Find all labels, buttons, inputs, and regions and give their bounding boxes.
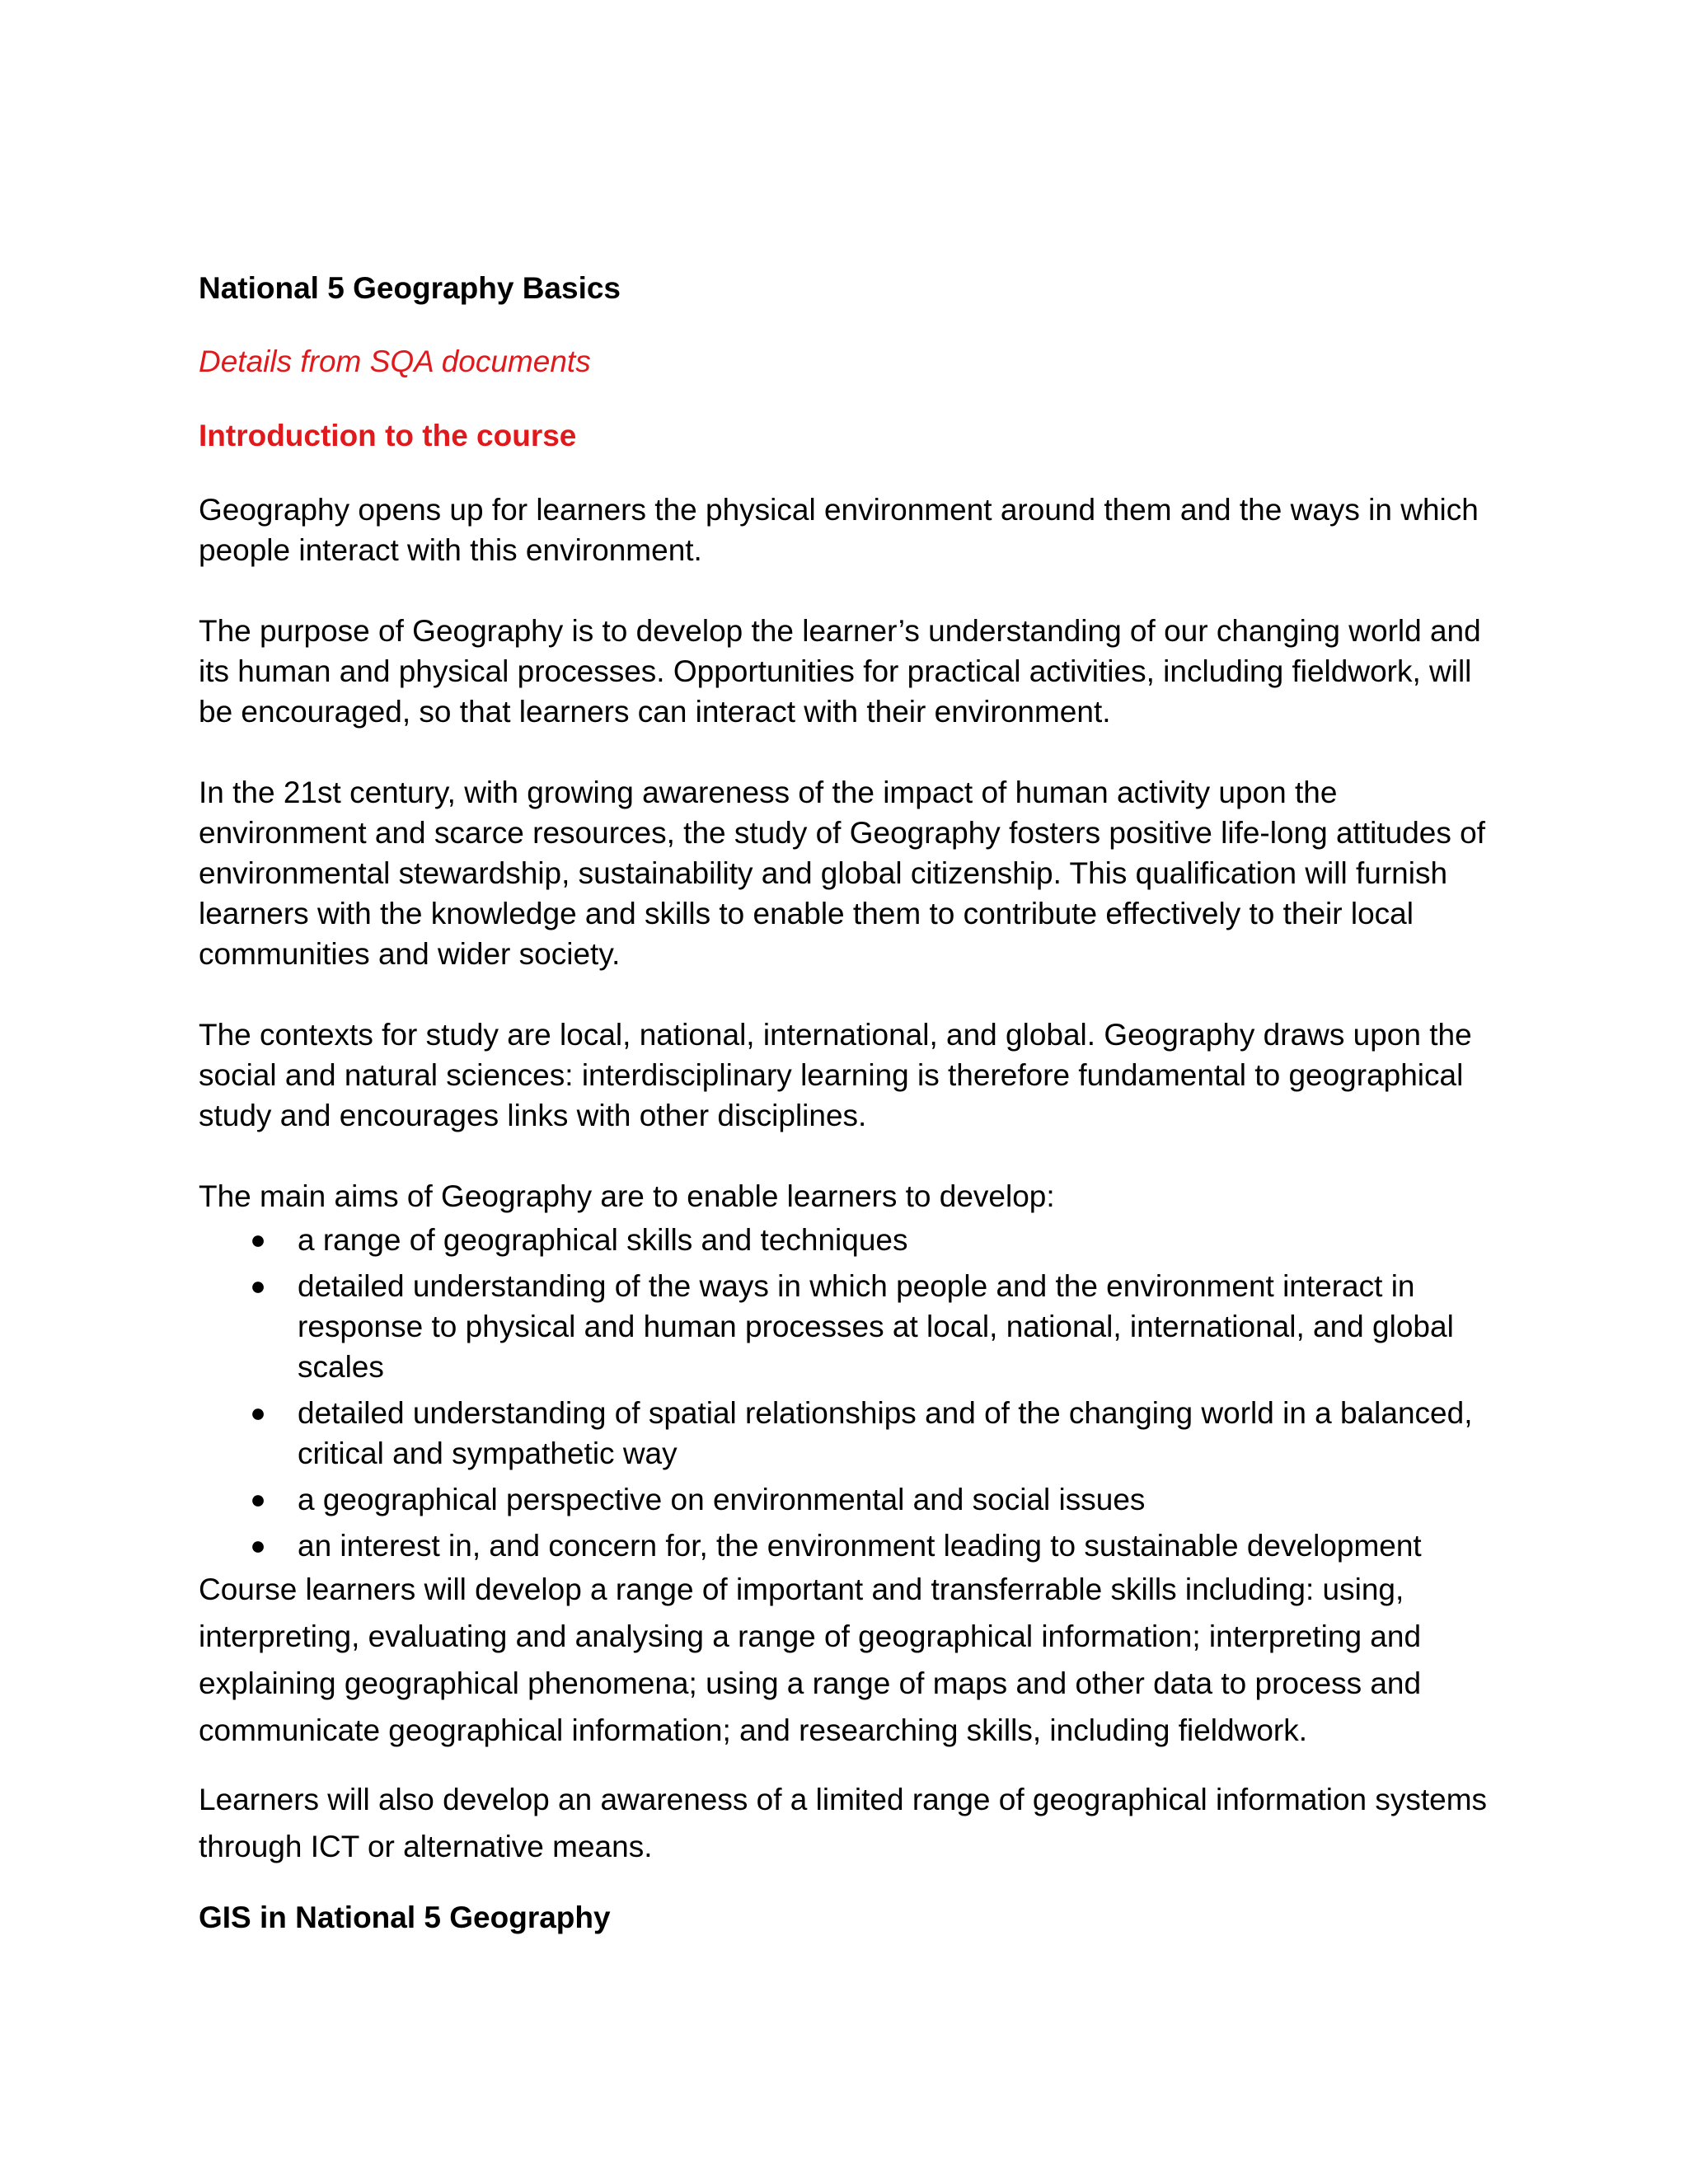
bullet-icon: ● — [250, 1484, 266, 1514]
paragraph-skills: Course learners will develop a range of important and transferrable skills including: using, interpreting, evaluating and analysing a range of geographical information; interpreting and explaining geographical phenomena; using a range of maps and other data to process and communicate geographical information; and researching skills, including fieldwork. — [199, 1572, 1422, 1747]
aim-text: detailed understanding of spatial relationships and of the changing world in a balanced, critical and sympathetic way — [298, 1396, 1473, 1470]
intro-heading: Introduction to the course — [199, 419, 577, 452]
aims-list — [199, 1220, 1501, 1566]
bullet-icon: ● — [250, 1225, 266, 1254]
gis-heading: GIS in National 5 Geography — [199, 1900, 611, 1934]
paragraph-intro: Geography opens up for learners the physical environment around them and the ways in which people interact with this environment. — [199, 493, 1479, 567]
aim-text: a geographical perspective on environmental and social issues — [298, 1483, 1146, 1516]
list-item — [199, 1393, 1501, 1474]
paragraph-21st-century: In the 21st century, with growing awareness of the impact of human activity upon the environment and scarce resources, the study of Geography fosters positive life-long attitudes of environmental stewardship, sustainability and global citizenship. This qualification will furnish learners with the knowledge and skills to enable them to contribute effectively to their local communities and wider society. — [199, 776, 1485, 971]
bullet-icon: ● — [250, 1398, 266, 1427]
paragraph-contexts: The contexts for study are local, national, international, and global. Geography draws upon the social and natural sciences: interdisciplinary learning is therefore fundamental to geographical study and encourages links with other disciplines. — [199, 1018, 1472, 1132]
aim-text: a range of geographical skills and techniques — [298, 1223, 908, 1257]
aim-text: an interest in, and concern for, the environment leading to sustainable development — [298, 1529, 1422, 1563]
aims-intro: The main aims of Geography are to enable learners to develop: — [199, 1179, 1055, 1213]
bullet-icon: ● — [250, 1530, 266, 1560]
list-item — [199, 1479, 1501, 1520]
paragraph-ict: Learners will also develop an awareness of a limited range of geographical information systems through ICT or alternative means. — [199, 1783, 1488, 1863]
list-item — [199, 1220, 1501, 1260]
document-page — [199, 268, 1501, 1938]
list-item — [199, 1526, 1501, 1566]
bullet-icon: ● — [250, 1271, 266, 1301]
aim-text: detailed understanding of the ways in which people and the environment interact in response to physical and human processes at local, national, international, and global scales — [298, 1269, 1454, 1384]
paragraph-purpose: The purpose of Geography is to develop the learner’s understanding of our changing world and its human and physical processes. Opportunities for practical activities, including fieldwork, will be encouraged, so that learners can interact with their environment. — [199, 614, 1481, 729]
document-subtitle: Details from SQA documents — [199, 344, 591, 378]
list-item — [199, 1266, 1501, 1387]
document-title: National 5 Geography Basics — [199, 271, 621, 305]
